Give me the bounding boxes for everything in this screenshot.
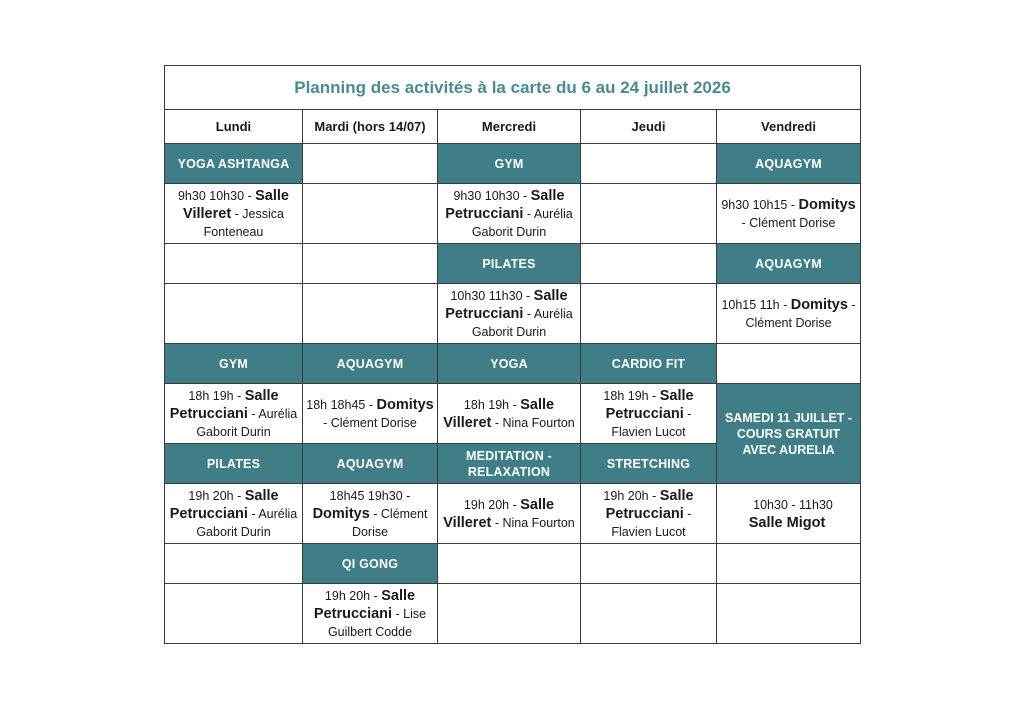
session-instructor: - Flavien Lucot	[611, 406, 692, 439]
session-detail	[438, 284, 581, 344]
special-event-place: Salle Migot	[748, 514, 826, 531]
session-instructor: - Clément Dorise	[351, 506, 428, 539]
activity-band-aquagym: AQUAGYM	[717, 244, 861, 284]
session-detail	[165, 184, 303, 244]
session-time: 18h 19h -	[603, 388, 660, 403]
session-detail	[581, 484, 717, 544]
session-place: Salle Petrucciani	[169, 487, 279, 522]
special-event-detail	[717, 484, 861, 544]
session-detail	[303, 484, 438, 544]
empty-cell	[438, 544, 581, 584]
activity-band-pilates: PILATES	[438, 244, 581, 284]
session-place: Salle Villeret	[183, 187, 289, 222]
activity-band-aquagym: AQUAGYM	[303, 444, 438, 484]
session-place: Salle Petrucciani	[445, 287, 568, 322]
empty-cell	[717, 344, 861, 384]
session-time: 19h 20h -	[603, 488, 660, 503]
session-time: 18h 19h -	[463, 397, 521, 412]
schedule-title: Planning des activités à la carte du 6 au 24 juillet 2026	[165, 66, 861, 110]
session-instructor: - Lise Guilbert Codde	[327, 606, 427, 639]
session-detail	[165, 484, 303, 544]
session-detail	[303, 384, 438, 444]
empty-cell	[303, 144, 438, 184]
session-place: Salle Petrucciani	[445, 187, 565, 222]
activity-band-pilates: PILATES	[165, 444, 303, 484]
day-header-lundi: Lundi	[165, 110, 303, 144]
activity-band-meditation-relaxation: MEDITATION - RELAXATION	[438, 444, 581, 484]
session-place: Salle Petrucciani	[169, 387, 279, 422]
session-time: 9h30 10h15 -	[721, 197, 799, 212]
session-place: Salle Petrucciani	[313, 587, 416, 622]
session-place: Salle Petrucciani	[605, 487, 694, 522]
session-instructor: - Flavien Lucot	[611, 506, 692, 539]
empty-cell	[438, 584, 581, 644]
session-time: 18h45 19h30 -	[329, 488, 411, 503]
session-instructor: - Aurélia Gaborit Durin	[196, 506, 298, 539]
activity-band-yoga: YOGA	[438, 344, 581, 384]
session-instructor: - Clément Dorise	[323, 415, 417, 430]
empty-cell	[581, 144, 717, 184]
empty-cell	[165, 284, 303, 344]
session-place: Domitys	[798, 196, 856, 213]
empty-cell	[581, 284, 717, 344]
session-place: Salle Villeret	[443, 496, 555, 531]
session-time: 19h 20h -	[324, 588, 382, 603]
session-detail	[438, 384, 581, 444]
day-header-mardi: Mardi (hors 14/07)	[303, 110, 438, 144]
session-detail	[717, 284, 861, 344]
day-header-vendredi: Vendredi	[717, 110, 861, 144]
special-event-time: 10h30 - 11h30	[753, 497, 833, 512]
session-place: Domitys	[790, 296, 848, 313]
session-time: 19h 20h -	[188, 488, 245, 503]
empty-cell	[581, 584, 717, 644]
session-detail	[165, 384, 303, 444]
empty-cell	[581, 544, 717, 584]
session-time: 9h30 10h30 -	[453, 188, 531, 203]
activity-band-cardio-fit: CARDIO FIT	[581, 344, 717, 384]
session-detail	[438, 184, 581, 244]
session-detail	[581, 384, 717, 444]
session-instructor: - Aurélia Gaborit Durin	[471, 206, 573, 239]
day-header-jeudi: Jeudi	[581, 110, 717, 144]
session-time: 19h 20h -	[463, 497, 521, 512]
session-time: 18h 19h -	[188, 388, 245, 403]
session-detail	[303, 584, 438, 644]
activity-band-gym: GYM	[438, 144, 581, 184]
activity-band-qi-gong: QI GONG	[303, 544, 438, 584]
session-time: 9h30 10h30 -	[177, 188, 256, 203]
session-time: 10h15 11h -	[721, 297, 791, 312]
session-instructor: - Clément Dorise	[741, 215, 836, 230]
day-header-mercredi: Mercredi	[438, 110, 581, 144]
empty-cell	[165, 584, 303, 644]
session-detail	[717, 184, 861, 244]
session-place: Salle Villeret	[443, 396, 555, 431]
session-instructor: - Jessica Fonteneau	[203, 206, 284, 239]
empty-cell	[303, 284, 438, 344]
empty-cell	[581, 244, 717, 284]
session-place: Domitys	[376, 396, 434, 413]
empty-cell	[581, 184, 717, 244]
session-place: Salle Petrucciani	[605, 387, 694, 422]
session-time: 18h 18h45 -	[306, 397, 377, 412]
special-event-banner: SAMEDI 11 JUILLET - COURS GRATUIT AVEC AURELIA	[717, 384, 861, 484]
session-instructor: - Clément Dorise	[745, 297, 856, 330]
activity-band-gym: GYM	[165, 344, 303, 384]
empty-cell	[717, 584, 861, 644]
empty-cell	[165, 244, 303, 284]
activity-band-aquagym: AQUAGYM	[303, 344, 438, 384]
activity-band-aquagym: AQUAGYM	[717, 144, 861, 184]
session-time: 10h30 11h30 -	[450, 288, 534, 303]
empty-cell	[165, 544, 303, 584]
session-instructor: - Aurélia Gaborit Durin	[471, 306, 573, 339]
session-instructor: - Nina Fourton	[491, 415, 575, 430]
session-detail	[438, 484, 581, 544]
empty-cell	[303, 244, 438, 284]
empty-cell	[303, 184, 438, 244]
activity-band-yoga-ashtanga: YOGA ASHTANGA	[165, 144, 303, 184]
activity-schedule-table	[164, 65, 861, 644]
session-instructor: - Nina Fourton	[491, 515, 575, 530]
session-instructor: - Aurélia Gaborit Durin	[196, 406, 298, 439]
session-place: Domitys	[312, 505, 370, 522]
empty-cell	[717, 544, 861, 584]
activity-band-stretching: STRETCHING	[581, 444, 717, 484]
